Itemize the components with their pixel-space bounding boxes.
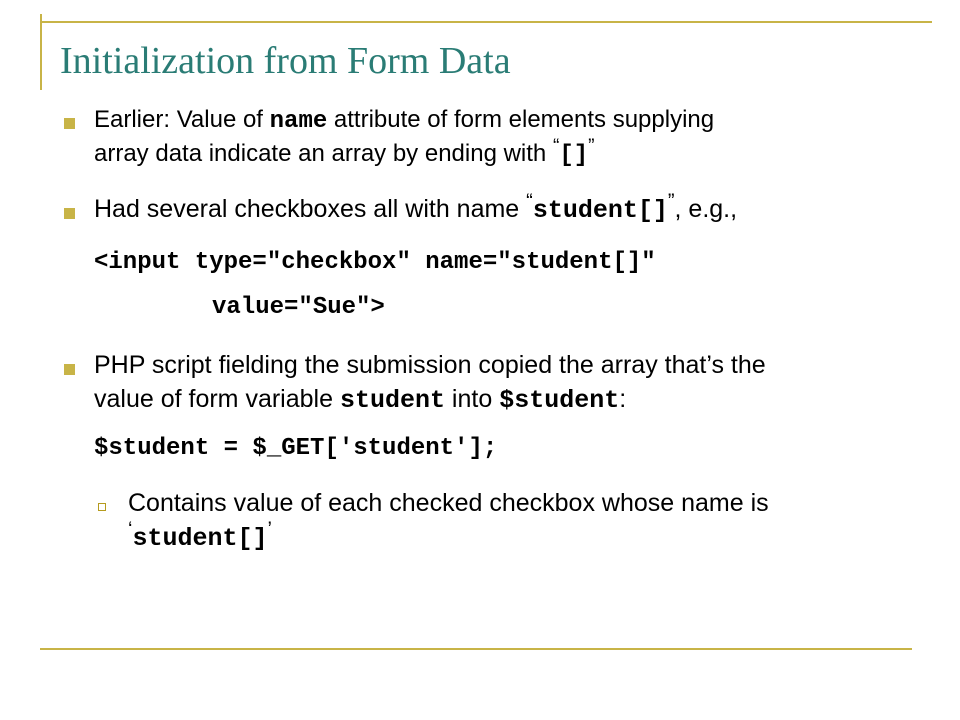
- hollow-square-bullet-icon: [98, 503, 106, 511]
- square-bullet-icon: [64, 364, 75, 375]
- open-quote: “: [552, 136, 560, 157]
- code-line-value-sue: value="Sue">: [212, 294, 385, 321]
- text-span: :: [619, 385, 627, 413]
- code-student-name: student[]: [132, 524, 268, 553]
- open-quote: ‘: [128, 518, 133, 541]
- decorative-top-rule: [40, 21, 932, 23]
- sub-bullet-line-2: [128, 518, 272, 554]
- code-name-attribute: name: [269, 108, 328, 135]
- decorative-bottom-rule: [40, 648, 912, 650]
- code-student: student[]: [532, 196, 668, 225]
- bullet-3-line-1: PHP script fielding the submission copied the array that’s the: [94, 351, 766, 379]
- decorative-vertical-rule: [40, 14, 42, 90]
- close-quote: ”: [588, 136, 595, 157]
- bullet-1-line-2: [94, 136, 595, 171]
- code-line-get-student: $student = $_GET['student'];: [94, 435, 498, 462]
- text-span: Had several checkboxes all with name: [94, 195, 527, 223]
- bullet-1-line-1: [94, 105, 714, 137]
- code-line-input-checkbox: <input type="checkbox" name="student[]": [94, 249, 656, 276]
- slide-title: Initialization from Form Data: [60, 40, 511, 82]
- text-span: attribute of form elements supplying: [327, 106, 715, 133]
- close-quote: ’: [267, 518, 272, 541]
- square-bullet-icon: [64, 118, 75, 129]
- bullet-2-line: [94, 190, 738, 226]
- square-bullet-icon: [64, 208, 75, 219]
- code-dollar-student: $student: [499, 386, 620, 415]
- code-brackets: []: [559, 142, 589, 169]
- code-student-variable: student: [339, 386, 445, 415]
- text-span: , e.g.,: [674, 195, 738, 223]
- text-span: array data indicate an array by ending with: [94, 140, 553, 167]
- text-span: value of form variable: [94, 385, 340, 413]
- open-quote: “: [526, 190, 533, 213]
- text-span: Earlier: Value of: [94, 106, 270, 133]
- sub-bullet-line-1: Contains value of each checked checkbox whose name is: [128, 489, 769, 517]
- bullet-3-line-2: [94, 384, 626, 416]
- close-quote: ”: [667, 190, 675, 213]
- text-span: into: [444, 385, 500, 413]
